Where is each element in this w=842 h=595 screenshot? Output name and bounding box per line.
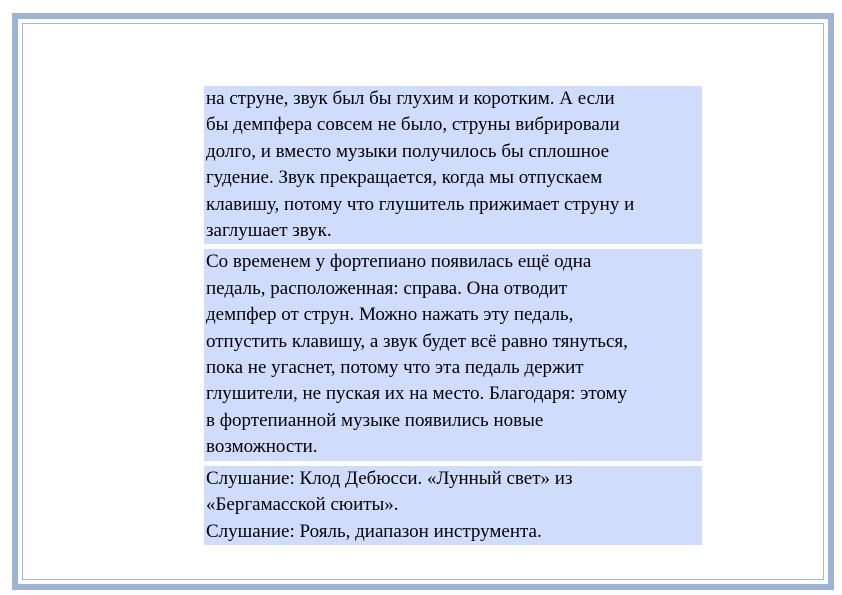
paragraph-listening bbox=[204, 466, 702, 545]
text-line: гудение. Звук прекращается, когда мы отпускаем bbox=[206, 167, 603, 189]
text-line: клавишу, потому что глушитель прижимает струну и bbox=[206, 193, 635, 215]
text-line: возможности. bbox=[206, 436, 318, 458]
text-line: пока не угаснет, потому что эта педаль держит bbox=[206, 357, 584, 379]
text-line: в фортепианной музыке появились новые bbox=[206, 409, 544, 431]
text-line: Со временем у фортепиано появилась ещё одна bbox=[206, 251, 592, 273]
paragraph-damper bbox=[204, 86, 702, 244]
text-line: педаль, расположенная: справа. Она отводит bbox=[206, 277, 568, 299]
text-line: отпустить клавишу, а звук будет всё равно тянуться, bbox=[206, 330, 628, 352]
text-line: долго, и вместо музыки получилось бы сплошное bbox=[206, 140, 610, 162]
text-line: заглушает звук. bbox=[206, 220, 332, 242]
text-line: Слушание: Клод Дебюсси. «Лунный свет» из bbox=[206, 467, 573, 489]
text-line: Слушание: Рояль, диапазон инструмента. bbox=[206, 520, 542, 542]
text-line: «Бергамасской сюиты». bbox=[206, 494, 399, 516]
paragraph-pedal bbox=[204, 249, 702, 460]
slide-text-block bbox=[204, 86, 702, 545]
text-line: глушители, не пуская их на место. Благодаря: этому bbox=[206, 383, 628, 405]
text-line: демпфер от струн. Можно нажать эту педаль, bbox=[206, 304, 574, 326]
text-line: на струне, звук был бы глухим и коротким. А если bbox=[206, 88, 615, 109]
text-line: бы демпфера совсем не было, струны вибрировали bbox=[206, 114, 620, 136]
